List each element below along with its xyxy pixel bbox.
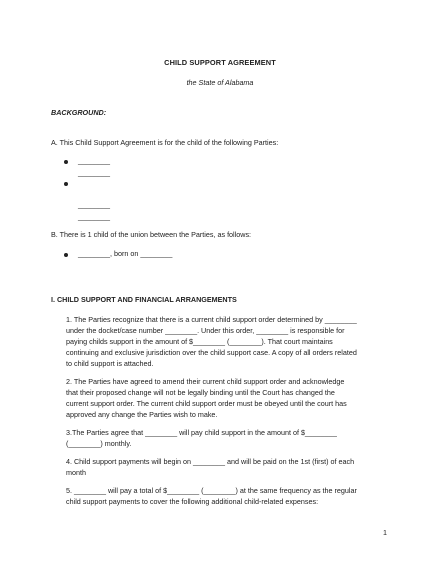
item-4-line: month	[66, 468, 86, 477]
party-blank-4: ________	[78, 212, 110, 221]
paragraph-b: B. There is 1 child of the union between the Parties, as follows:	[51, 230, 252, 239]
item-1-line: paying childs support in the amount of $________ (________). That court maintains	[66, 337, 333, 346]
item-3-line: 3.The Parties agree that ________ will pay child support in the amount of $________	[66, 428, 337, 437]
bullet-marker	[64, 182, 68, 186]
document-subtitle: the State of Alabama	[186, 78, 254, 87]
document-title: CHILD SUPPORT AGREEMENT	[164, 58, 276, 67]
item-1-line: continuing and exclusive jurisdiction over the child support case. A copy of all orders related	[66, 348, 357, 357]
item-2-line: 2. The Parties have agreed to amend their current child support order and acknowledge	[66, 377, 345, 386]
item-3-line: (________) monthly.	[66, 439, 132, 448]
page-number: 1	[383, 528, 387, 537]
party-blank-2: ________	[78, 168, 110, 177]
item-5-line: child support payments to cover the following additional child-related expenses:	[66, 497, 319, 506]
item-2-line: approved any change the Parties wish to make.	[66, 410, 218, 419]
child-entry: ________, born on ________	[78, 249, 173, 258]
item-1-line: under the docket/case number ________. Under this order, ________ is responsible for	[66, 326, 345, 335]
item-2-line: that their proposed change will not be legally binding until the Court has changed the	[66, 388, 335, 397]
item-4-line: 4. Child support payments will begin on ________ and will be paid on the 1st (first) of each	[66, 457, 355, 466]
item-1-line: to child support is attached.	[66, 359, 154, 368]
party-blank-3: ________	[78, 200, 110, 209]
section-1-heading: I. CHILD SUPPORT AND FINANCIAL ARRANGEMENTS	[51, 295, 237, 304]
bullet-marker	[64, 253, 68, 257]
item-2-line: current support order. The current child support order must be obeyed until the court has	[66, 399, 347, 408]
item-5-line: 5. ________ will pay a total of $________ (________) at the same frequency as the regular	[66, 486, 357, 495]
bullet-marker	[64, 160, 68, 164]
party-blank-1: ________	[78, 156, 110, 165]
item-1-line: 1. The Parties recognize that there is a current child support order determined by ________	[66, 315, 357, 324]
paragraph-a: A. This Child Support Agreement is for the child of the following Parties:	[51, 138, 279, 147]
background-heading: BACKGROUND:	[51, 108, 107, 117]
